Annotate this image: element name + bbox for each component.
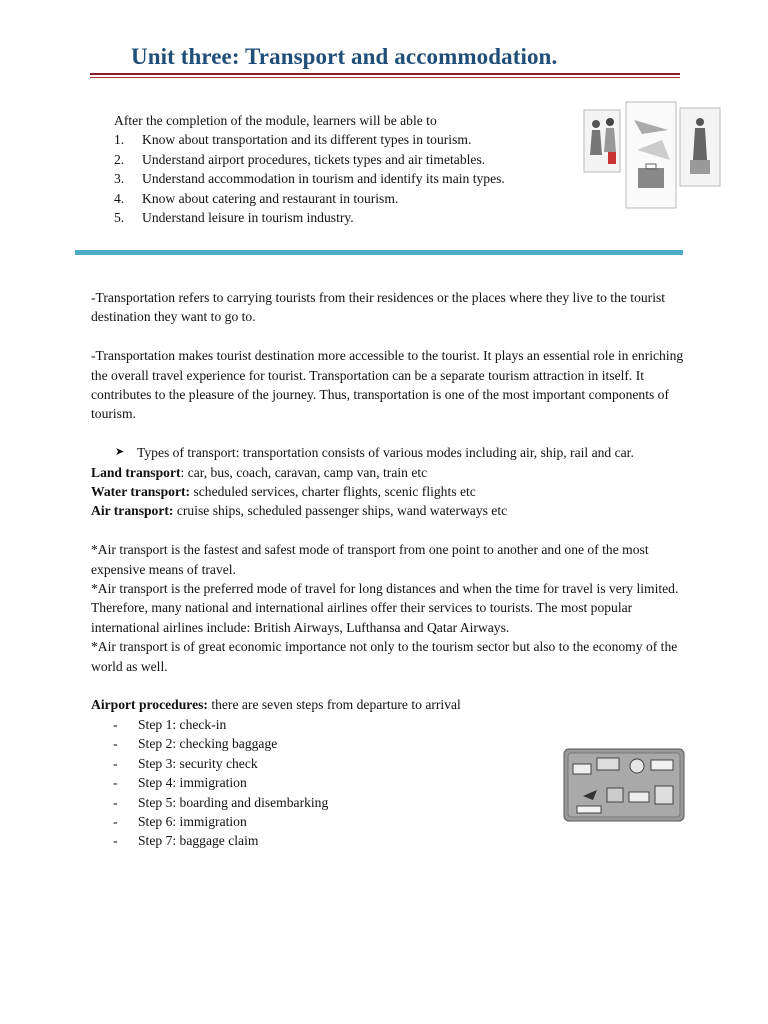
list-item: - Step 4: immigration	[91, 773, 686, 792]
paragraph-importance: -Transportation makes tourist destination more accessible to the tourist. It plays an essential role in enriching the overall travel experience for tourist. Transportation can be a separate tourism attraction in itself. It contributes to the pleasure of the journey. Thus, transportation is one of the most important components of tourism.	[91, 348, 684, 422]
step-text: Step 4: immigration	[138, 775, 247, 791]
objective-text: Know about transportation and its different types in tourism.	[142, 132, 472, 148]
objective-item	[114, 208, 574, 227]
air-fact-2: *Air transport is the preferred mode of travel for long distances and when the time for travel is very limited. Therefore, many national and international airlines offer their services to tourists. The most popular international airlines include: British Airways, Lufthansa and Qatar Airways.	[91, 581, 679, 635]
air-transport-label: Air transport:	[91, 503, 174, 519]
objective-number: 2.	[114, 151, 125, 167]
objective-number: 1.	[114, 132, 125, 148]
objective-text: Know about catering and restaurant in tourism.	[142, 190, 399, 206]
airport-procedures-text: there are seven steps from departure to arrival	[207, 697, 461, 713]
objective-text: Understand leisure in tourism industry.	[142, 210, 354, 226]
list-item: - Step 3: security check	[91, 754, 686, 773]
airport-procedures-line	[91, 695, 686, 714]
water-transport-line	[91, 482, 686, 501]
paragraph-definition: -Transportation refers to carrying tourists from their residences or the places where they live to the tourist destination they want to go to.	[91, 290, 666, 325]
step-text: Step 2: checking baggage	[138, 736, 278, 752]
objective-text: Understand accommodation in tourism and identify its main types.	[142, 171, 505, 187]
air-fact-3: *Air transport is of great economic importance not only to the tourism sector but also to the economy of the world as well.	[91, 639, 678, 674]
suitcase-icon	[563, 748, 685, 822]
section-divider	[75, 250, 683, 255]
objective-number: 4.	[114, 190, 125, 206]
land-transport-line	[91, 463, 686, 482]
list-item: - Step 1: check-in	[91, 715, 686, 734]
step-text: Step 1: check-in	[138, 716, 227, 732]
objective-item	[114, 189, 574, 208]
objective-item	[114, 169, 574, 188]
travel-collage-icon	[582, 100, 722, 210]
objective-item	[114, 130, 574, 149]
page-title: Unit three: Transport and accommodation.	[131, 44, 558, 69]
objective-number: 5.	[114, 210, 125, 226]
air-transport-line	[91, 501, 686, 520]
list-item: - Step 6: immigration	[91, 812, 686, 831]
step-text: Step 3: security check	[138, 755, 258, 771]
learning-objectives	[114, 111, 574, 227]
objective-item	[114, 150, 574, 169]
title-underline	[90, 73, 680, 75]
list-item: - Step 2: checking baggage	[91, 734, 686, 753]
airport-procedures-label: Airport procedures:	[91, 697, 208, 713]
water-transport-text: scheduled services, charter flights, scenic flights etc	[190, 484, 476, 500]
objectives-list	[114, 130, 574, 227]
step-text: Step 6: immigration	[138, 813, 247, 829]
air-fact-1: *Air transport is the fastest and safest mode of transport from one point to another and one of the most expensive means of travel.	[91, 542, 649, 577]
arrow-bullet-icon: ➤	[115, 446, 125, 459]
land-transport-label: Land transport	[91, 464, 181, 480]
objective-text: Understand airport procedures, tickets types and air timetables.	[142, 151, 486, 167]
air-transport-text: cruise ships, scheduled passenger ships, wand waterways etc	[173, 503, 508, 519]
title-underline-thin	[90, 77, 680, 78]
list-item: - Step 5: boarding and disembarking	[91, 793, 686, 812]
step-text: Step 7: baggage claim	[138, 833, 259, 849]
list-item: - Step 7: baggage claim	[91, 831, 686, 850]
step-text: Step 5: boarding and disembarking	[138, 794, 329, 810]
land-transport-text: : car, bus, coach, caravan, camp van, train etc	[180, 464, 428, 480]
types-bullet-text: Types of transport: transportation consists of various modes including air, ship, rail and car.	[137, 445, 634, 461]
types-bullet	[91, 443, 686, 462]
objective-number: 3.	[114, 171, 125, 187]
water-transport-label: Water transport:	[91, 484, 191, 500]
objectives-intro: After the completion of the module, learners will be able to	[114, 113, 437, 128]
